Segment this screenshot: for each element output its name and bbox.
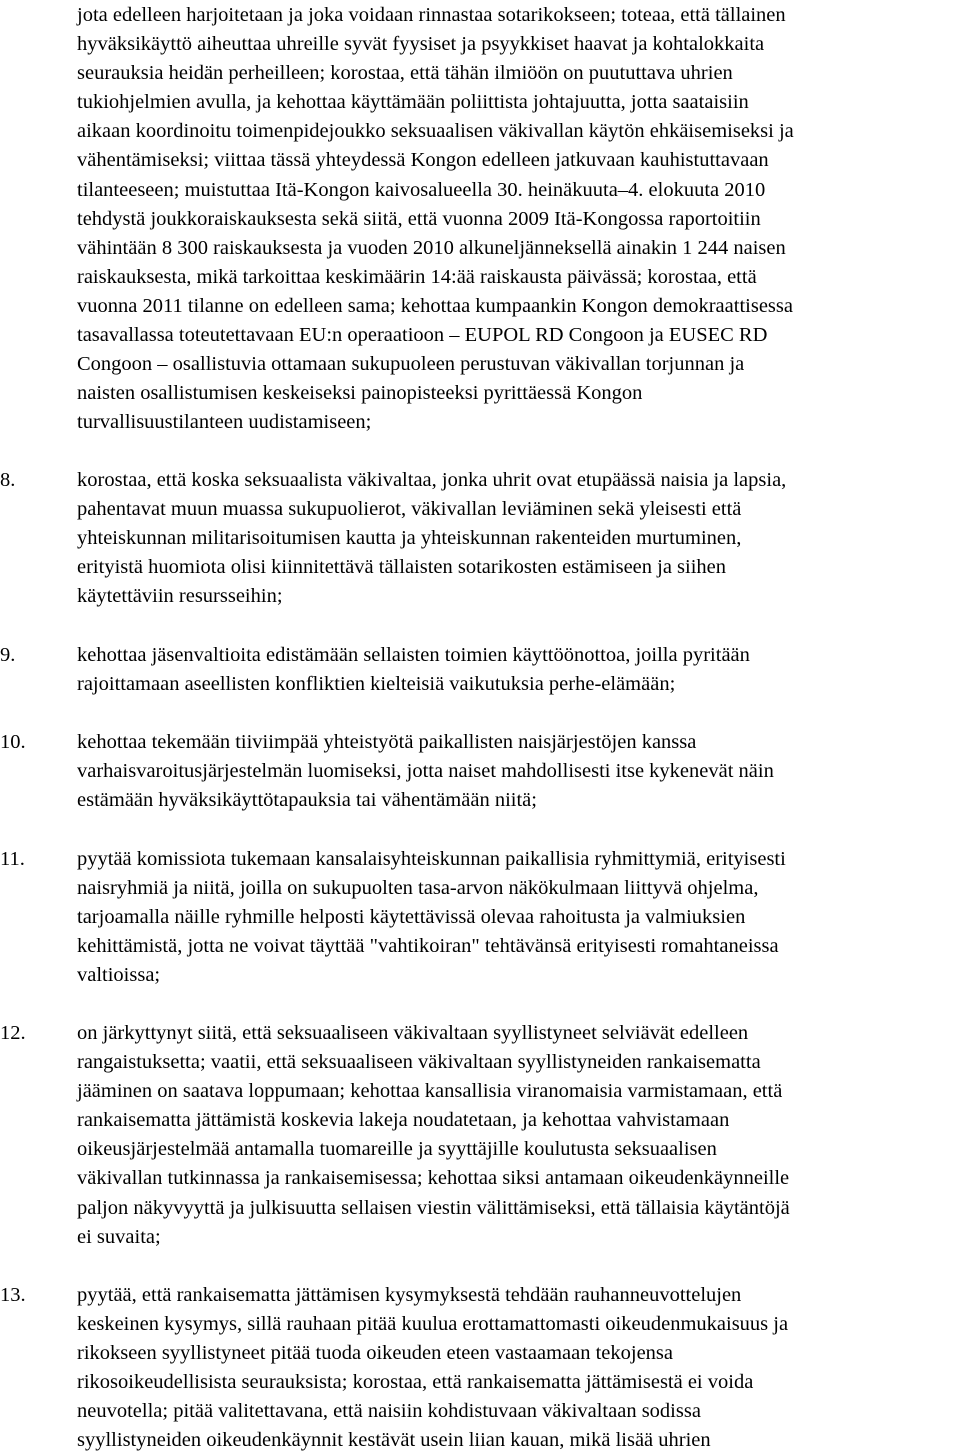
text-line: tukiohjelmien avulla, ja kehottaa käyttämään poliittista johtajuutta, jotta saataisiin [77, 91, 749, 114]
text-line: rangaistuksetta; vaatii, että seksuaaliseen väkivaltaan syyllistyneiden rankaisematta [77, 1051, 761, 1074]
text-line: pyytää komissiota tukemaan kansalaisyhteiskunnan paikallisia ryhmittymiä, erityisesti [77, 848, 786, 870]
item-text [77, 641, 960, 699]
text-line: käytettäviin resursseihin; [77, 585, 283, 608]
text-line: turvallisuustilanteen uudistamiseen; [77, 411, 372, 434]
text-line: rankaisematta jättämistä koskevia lakeja noudatetaan, ja kehottaa vahvistamaan [77, 1109, 730, 1132]
item-text [77, 728, 960, 815]
text-line: tehdystä joukkoraiskauksesta sekä siitä, että vuonna 2009 Itä-Kongossa raportoitiin [77, 207, 761, 230]
text-line: tarjoamalla näille ryhmille helposti käytettävissä olevaa rahoitusta ja valmiuksien [77, 906, 746, 929]
text-line: pyytää, että rankaisematta jättämisen kysymyksestä tehdään rauhanneuvottelujen [77, 1284, 742, 1306]
text-line: jääminen on saatava loppumaan; kehottaa kansallisia viranomaisia varmistamaan, että [77, 1080, 783, 1103]
text-line: vähentämiseksi; viittaa tässä yhteydessä Kongon edelleen jatkuvaan kauhistuttavaan [77, 149, 769, 172]
text-line: varhaisvaroitusjärjestelmän luomiseksi, jotta naiset mahdollisesti itse kykenevät näin [77, 760, 774, 783]
item-text [77, 466, 960, 611]
text-line: raiskauksesta, mikä tarkoittaa keskimäärin 14:ää raiskausta päivässä; korostaa, että [77, 265, 757, 288]
text-line: tilanteeseen; muistuttaa Itä-Kongon kaivosalueella 30. heinäkuuta–4. elokuuta 2010 [77, 178, 766, 201]
item-number: 12. [0, 1022, 26, 1044]
text-line: valtioissa; [77, 964, 161, 987]
text-line: tasavallassa toteutettavaan EU:n operaatioon – EUPOL RD Congoon ja EUSEC RD [77, 324, 768, 347]
item-text [77, 1019, 960, 1252]
text-line: estämään hyväksikäyttötapauksia tai vähentämään niitä; [77, 789, 537, 812]
text-line: väkivallan tutkinnassa ja rankaisemisessa; kehottaa siksi antamaan oikeudenkäynneille [77, 1167, 790, 1190]
text-line: ei suvaita; [77, 1225, 161, 1248]
text-line: kehottaa tekemään tiiviimpää yhteistyötä paikallisten naisjärjestöjen kanssa [77, 731, 697, 753]
text-line: paljon näkyvyyttä ja julkisuutta sellaisen viestin välittämiseksi, että tällaisia käytäntöjä [77, 1196, 790, 1219]
text-line: syyllistyneiden oikeudenkäynnit kestävät usein liian kauan, mikä lisää uhrien [77, 1429, 711, 1452]
text-line: rikosoikeudellisista seurauksista; korostaa, että rankaisematta jättämisestä ei voida [77, 1371, 754, 1394]
text-line: yhteiskunnan militarisoitumisen kautta ja yhteiskunnan rakenteiden murtuminen, [77, 527, 742, 550]
text-line: jota edelleen harjoitetaan ja joka voidaan rinnastaa sotarikokseen; toteaa, että tällainen [77, 4, 786, 26]
text-line: rikokseen syyllistyneet pitää tuoda oikeuden eteen vastaamaan tekojensa [77, 1342, 674, 1365]
text-line: hyväksikäyttö aiheuttaa uhreille syvät fyysiset ja psyykkiset haavat ja kohtalokkaita [77, 33, 765, 56]
item-number: 9. [0, 644, 16, 666]
text-line: keskeinen kysymys, sillä rauhaan pitää kuulua erottamattomasti oikeudenmukaisuus ja [77, 1313, 789, 1336]
item-text [77, 1281, 960, 1456]
text-line: pahentavat muun muassa sukupuolierot, väkivallan leviäminen sekä yleisesti että [77, 498, 742, 521]
text-line: Congoon – osallistuvia ottamaan sukupuoleen perustuvan väkivallan torjunnan ja [77, 353, 745, 376]
item-number: 8. [0, 469, 16, 491]
text-line: vuonna 2011 tilanne on edelleen sama; kehottaa kumpaankin Kongon demokraattisessa [77, 294, 793, 317]
text-line: kehittämistä, jotta ne voivat täyttää "vahtikoiran" tehtävänsä erityisesti romahtaneissa [77, 935, 779, 958]
text-line: on järkyttynyt siitä, että seksuaaliseen väkivaltaan syyllistyneet selviävät edelleen [77, 1022, 749, 1044]
text-line: naisryhmiä ja niitä, joilla on sukupuolten tasa-arvon näkökulmaan liittyvä ohjelma, [77, 877, 759, 900]
text-line: neuvotella; pitää valitettavana, että naisiin kohdistuvaan väkivaltaan sodissa [77, 1400, 701, 1423]
text-line: korostaa, että koska seksuaalista väkivaltaa, jonka uhrit ovat etupäässä naisia ja lapsia, [77, 469, 787, 491]
text-line: rajoittamaan aseellisten konfliktien kielteisiä vaikutuksia perhe-elämään; [77, 673, 676, 696]
text-line: seurauksia heidän perheilleen; korostaa, että tähän ilmiöön on puututtava uhrien [77, 62, 733, 85]
text-line: aikaan koordinoitu toimenpidejoukko seksuaalisen väkivallan käytön ehkäisemiseksi ja [77, 120, 794, 143]
item-number: 11. [0, 848, 25, 870]
text-line: naisten osallistumisen keskeiseksi painopisteeksi pyrittäessä Kongon [77, 382, 643, 405]
text-line: oikeusjärjestelmää antamalla tuomareille ja syyttäjille koulutusta seksuaalisen [77, 1138, 717, 1161]
text-line: erityistä huomiota olisi kiinnitettävä tällaisten sotarikosten estämiseen ja siihen [77, 556, 727, 579]
text-line: vähintään 8 300 raiskauksesta ja vuoden 2010 alkuneljänneksellä ainakin 1 244 naisen [77, 236, 786, 259]
continuation-paragraph [77, 1, 960, 437]
text-line: kehottaa jäsenvaltioita edistämään sellaisten toimien käyttöönottoa, joilla pyritään [77, 644, 750, 666]
item-text [77, 845, 960, 990]
item-number: 13. [0, 1284, 26, 1306]
item-number: 10. [0, 731, 26, 753]
